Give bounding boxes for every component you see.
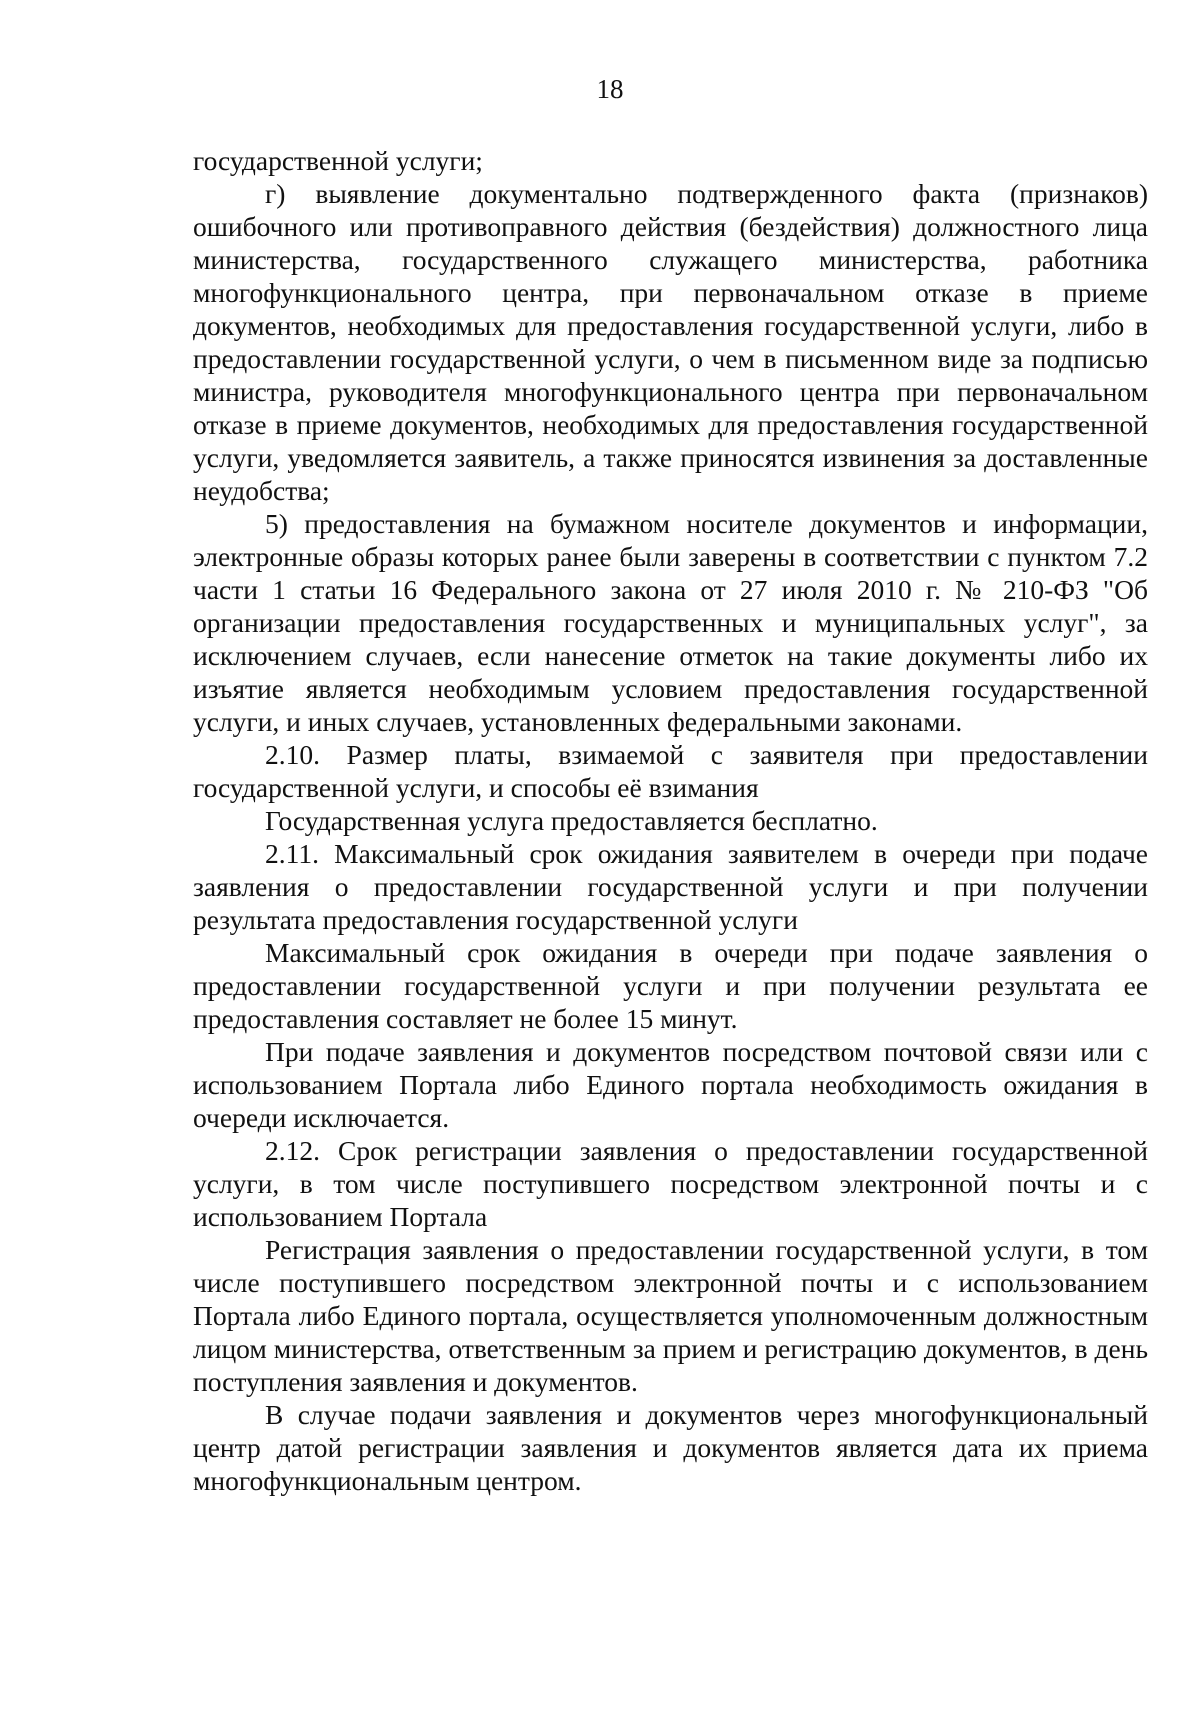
document-body (193, 144, 1148, 1497)
paragraph-item-g: г) выявление документально подтвержденного факта (признаков) ошибочного или противоправного действия (бездействия) должностного лица министерства, государственного служащего министерства, работника многофункционального центра, при первоначальном отказе в приеме документов, необходимых для предоставления государственной услуги, либо в предоставлении государственной услуги, о чем в письменном виде за подписью министра, руководителя многофункционального центра при первоначальном отказе в приеме документов, необходимых для предоставления государственной услуги, уведомляется заявитель, а также приносятся извинения за доставленные неудобства; (193, 178, 1148, 506)
paragraph-no-queue: При подаче заявления и документов посредством почтовой связи или с использованием Портала либо Единого портала необходимость ожидания в очереди исключается. (193, 1036, 1148, 1133)
paragraph-max-wait-time: Максимальный срок ожидания в очереди при подаче заявления о предоставлении государственной услуги и при получении результата ее предоставления составляет не более 15 минут. (193, 937, 1148, 1034)
section-heading-2-11: 2.11. Максимальный срок ожидания заявителем в очереди при подаче заявления о предоставлении государственной услуги и при получении результата предоставления государственной услуги (193, 838, 1148, 935)
section-heading-2-12: 2.12. Срок регистрации заявления о предоставлении государственной услуги, в том числе поступившего посредством электронной почты и с использованием Портала (193, 1135, 1148, 1232)
page-number: 18 (596, 74, 624, 104)
paragraph-free-of-charge: Государственная услуга предоставляется бесплатно. (265, 805, 878, 836)
paragraph-item-5: 5) предоставления на бумажном носителе документов и информации, электронные образы которых ранее были заверены в соответствии с пунктом 7.2 части 1 статьи 16 Федерального закона от 27 июля 2010 г. № 210-ФЗ "Об организации предоставления государственных и муниципальных услуг", за исключением случаев, если нанесение отметок на такие документы либо их изъятие является необходимым условием предоставления государственной услуги, и иных случаев, установленных федеральными законами. (193, 508, 1148, 737)
paragraph-mfc-registration: В случае подачи заявления и документов через многофункциональный центр датой регистрации заявления и документов является дата их приема многофункциональным центром. (193, 1399, 1148, 1496)
paragraph-continuation: государственной услуги; (193, 145, 483, 176)
paragraph-registration: Регистрация заявления о предоставлении государственной услуги, в том числе поступившего посредством электронной почты и с использованием Портала либо Единого портала, осуществляется уполномоченным должностным лицом министерства, ответственным за прием и регистрацию документов, в день поступления заявления и документов. (193, 1234, 1148, 1397)
section-heading-2-10: 2.10. Размер платы, взимаемой с заявителя при предоставлении государственной услуги, и способы её взимания (193, 739, 1148, 803)
